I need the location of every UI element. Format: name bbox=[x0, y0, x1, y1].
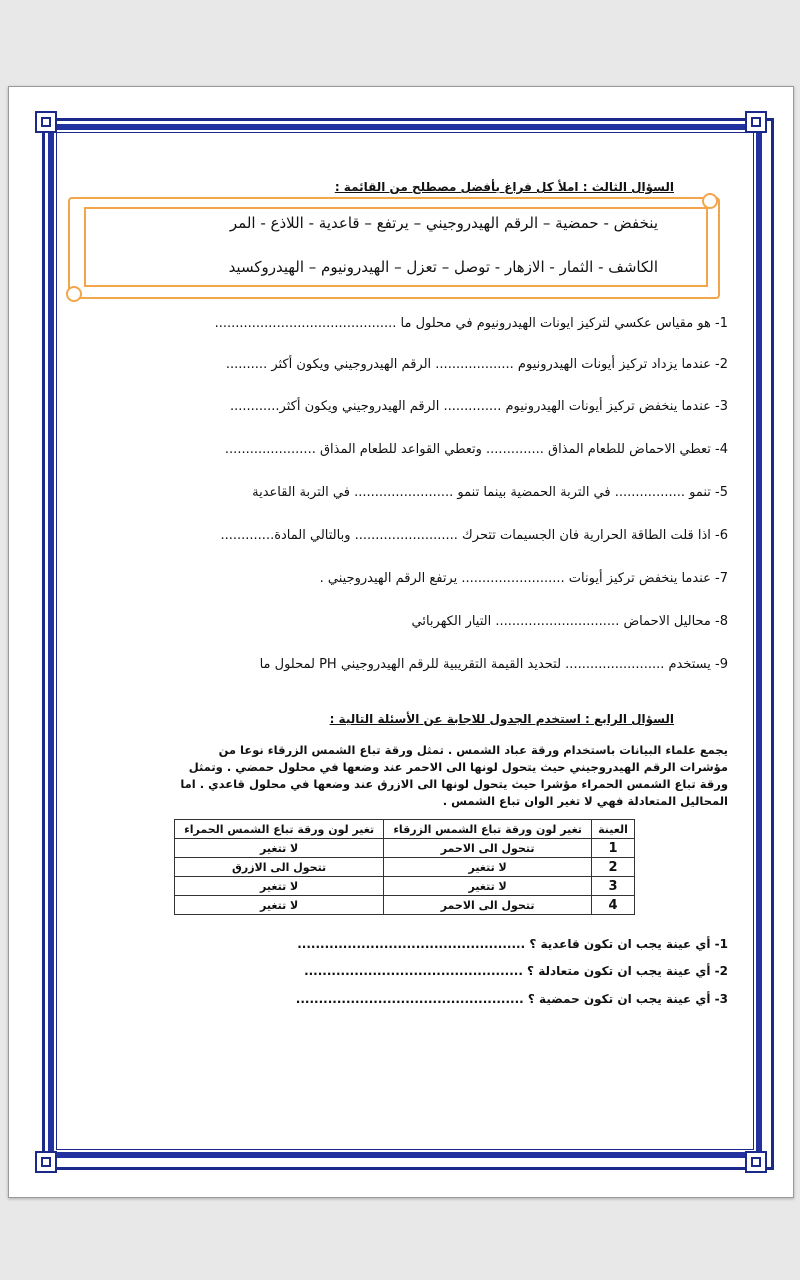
cell-blue: لا تتغير bbox=[384, 877, 592, 896]
cell-sample: 4 bbox=[592, 896, 635, 915]
border-corner-top-left bbox=[35, 111, 57, 133]
q3-item-8: 8- محاليل الاحماض .............................. التيار الكهربائي bbox=[411, 614, 728, 629]
q4-title: السؤال الرابع : استخدم الجدول للاجابة عن الأسئلة التالية : bbox=[329, 712, 674, 726]
q4-question-1: 1- أي عينة يجب ان تكون قاعدية ؟ .................................................. bbox=[297, 937, 728, 951]
header-sample: العينة bbox=[592, 820, 635, 839]
table-row bbox=[175, 877, 635, 896]
q3-item-4: 4- تعطي الاحماض للطعام المذاق .............. وتعطي القواعد للطعام المذاق ...................... bbox=[224, 442, 728, 457]
table-row bbox=[175, 839, 635, 858]
cell-red: لا تتغير bbox=[175, 896, 384, 915]
word-bank-line-2: الكاشف - الثمار - الازهار - توصل – تعزل – الهيدرونيوم – الهيدروكسيد bbox=[228, 258, 658, 276]
q3-item-3: 3- عندما ينخفض تركيز أيونات الهيدرونيوم .............. الرقم الهيدروجيني ويكون أكثر............ bbox=[229, 399, 728, 414]
cell-red: لا تتغير bbox=[175, 877, 384, 896]
header-blue-litmus: تغير لون ورقة تباع الشمس الزرقاء bbox=[384, 820, 592, 839]
q3-item-9: 9- يستخدم ........................ لتحديد القيمة التقريبية للرقم الهيدروجيني PH لمحلول ما bbox=[259, 657, 728, 672]
scroll-curl-top bbox=[702, 193, 718, 209]
q3-item-1: 1- هو مقياس عكسي لتركيز ايونات الهيدرونيوم في محلول ما ............................................ bbox=[214, 316, 728, 331]
q4-question-3: 3- أي عينة يجب ان تكون حمضية ؟ .................................................. bbox=[295, 992, 728, 1006]
border-corner-bottom-right bbox=[745, 1151, 767, 1173]
q3-item-7: 7- عندما ينخفض تركيز أيونات ......................... يرتفع الرقم الهيدروجيني . bbox=[319, 571, 728, 586]
cell-sample: 3 bbox=[592, 877, 635, 896]
scroll-curl-bottom bbox=[66, 286, 82, 302]
q3-item-2: 2- عندما يزداد تركيز أيونات الهيدرونيوم ................... الرقم الهيدروجيني ويكون أكثر .......... bbox=[225, 357, 728, 372]
cell-sample: 2 bbox=[592, 858, 635, 877]
q3-item-6: 6- اذا قلت الطاقة الحرارية فان الجسيمات تتحرك ......................... وبالتالي المادة............. bbox=[220, 528, 728, 543]
q3-title: السؤال الثالث : املأ كل فراغ بأفضل مصطلح من القائمة : bbox=[334, 180, 674, 194]
border-corner-top-right bbox=[745, 111, 767, 133]
table-header-row bbox=[175, 820, 635, 839]
table-row bbox=[175, 896, 635, 915]
cell-red: لا تتغير bbox=[175, 839, 384, 858]
cell-blue: تتحول الى الاحمر bbox=[384, 896, 592, 915]
word-bank-line-1: ينخفض - حمضية – الرقم الهيدروجيني – يرتفع – قاعدية - اللاذع - المر bbox=[229, 214, 658, 232]
q4-question-2: 2- أي عينة يجب ان تكون متعادلة ؟ ................................................ bbox=[304, 964, 728, 978]
q4-intro-paragraph: يجمع علماء البيانات باستخدام ورقة عباد الشمس . تمثل ورقة تباع الشمس الزرقاء نوعا من مؤشرات الرقم الهيدروجيني حيث يتحول لونها الى الاحمر عند وضعها في محلول حمضي . وتمثل ورقة تباع الشمس الحمراء مؤشرا حيث يتحول لونها الى الازرق عند وضعها في محلول قاعدي . اما المحاليل المتعادلة فهي لا تغير الوان تباع الشمس . bbox=[180, 743, 728, 808]
cell-sample: 1 bbox=[592, 839, 635, 858]
cell-blue: تتحول الى الاحمر bbox=[384, 839, 592, 858]
cell-blue: لا تتغير bbox=[384, 858, 592, 877]
header-red-litmus: تغير لون ورقة تباع الشمس الحمراء bbox=[175, 820, 384, 839]
cell-red: تتحول الى الازرق bbox=[175, 858, 384, 877]
table-row bbox=[175, 858, 635, 877]
q3-item-5: 5- تنمو ................. في التربة الحمضية بينما تنمو ........................ في التربة القاعدية bbox=[252, 485, 728, 500]
border-corner-bottom-left bbox=[35, 1151, 57, 1173]
litmus-table bbox=[174, 819, 635, 915]
